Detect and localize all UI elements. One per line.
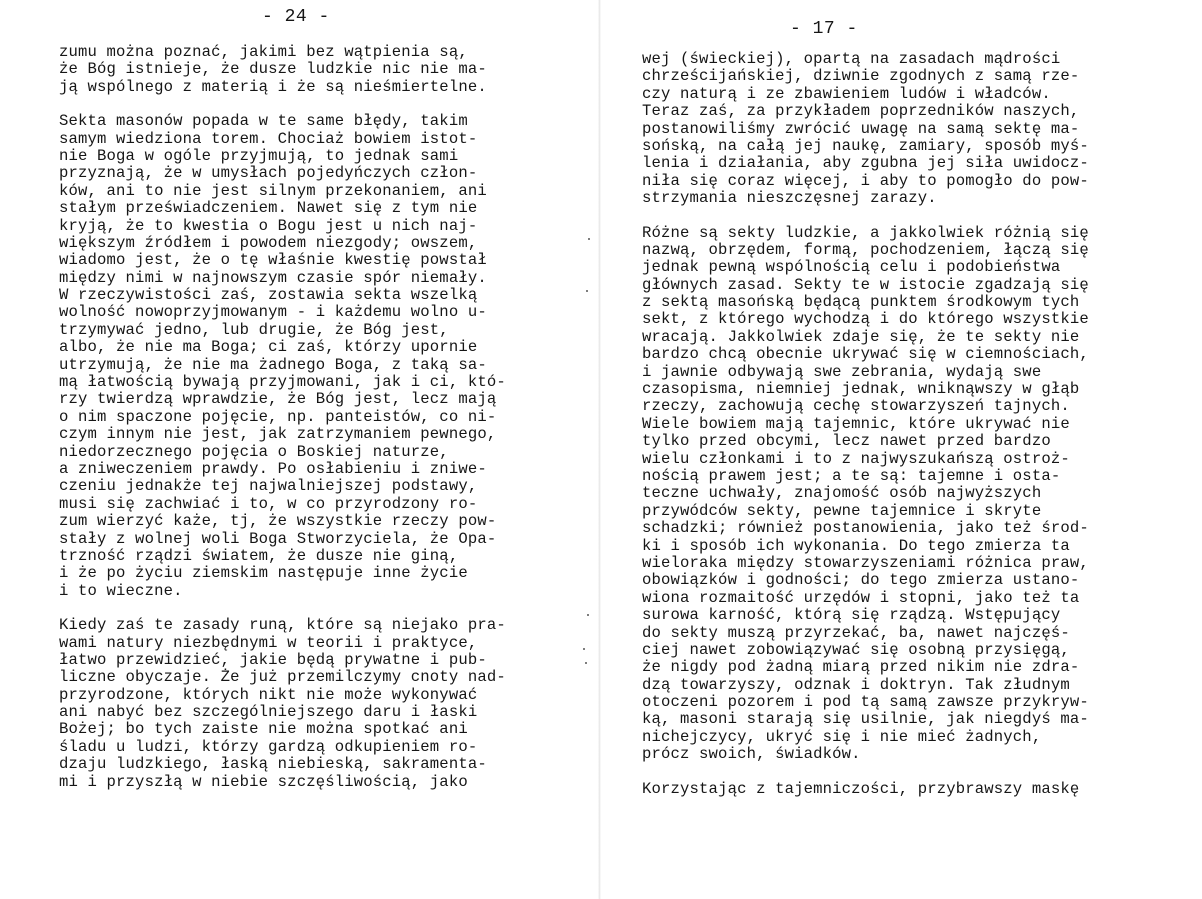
scan-speck xyxy=(587,614,589,616)
text-line: śladu u ludzi, którzy gardzą odkupieniem ro- xyxy=(59,737,478,756)
text-line: zumu można poznać, jakimi bez wątpienia są, xyxy=(59,43,468,61)
text-line: Teraz zaś, za przykładem poprzedników naszych, xyxy=(642,102,1080,121)
text-line: że nigdy pod żadną miarą przed nikim nie zdra- xyxy=(642,658,1080,677)
text-line: wieloraka między stowarzyszeniami różnica praw, xyxy=(642,553,1089,572)
text-line: obowiązków i godności; do tego zmierza ustano- xyxy=(642,571,1080,590)
text-line: i to wieczne. xyxy=(59,581,183,600)
text-line: schadzki; również postanowienia, jako też środ- xyxy=(642,519,1089,538)
text-line: trzność rządzi światem, że dusze nie giną, xyxy=(59,546,459,565)
paragraph xyxy=(642,225,1182,764)
paragraph xyxy=(59,44,579,96)
paragraph xyxy=(642,51,1182,208)
paragraph-gap xyxy=(642,208,1182,225)
text-line: ków, ani to nie jest silnym przekonaniem, ani xyxy=(59,181,487,200)
text-line: i jawnie odbywają swe zebrania, wydają swe xyxy=(642,362,1042,381)
text-line: wiadomo jest, że o tę właśnie kwestię powstał xyxy=(59,251,487,270)
text-line: otoczeni pozorem i pod tą samą zawsze przykryw- xyxy=(642,693,1089,712)
text-line: surowa karność, którą się rządzą. Wstępujący xyxy=(642,606,1061,625)
text-line: sekt, z którego wychodzą i do którego wszystkie xyxy=(642,310,1089,329)
text-line: przyrodzone, których nikt nie może wykonywać xyxy=(59,685,478,704)
paragraph-gap xyxy=(59,600,579,617)
text-line: wracają. Jakkolwiek zdaje się, że te sekty nie xyxy=(642,327,1080,346)
text-line: dzą towarzyszy, odznak i doktryn. Tak złudnym xyxy=(642,675,1070,694)
left-page xyxy=(0,0,600,899)
scan-speck xyxy=(588,238,590,240)
text-line: Bożej; bo tych zaiste nie można spotkać ani xyxy=(59,720,468,739)
paragraph-gap xyxy=(642,764,1182,781)
text-line: przyznają, że w umysłach pojedyńczych człon- xyxy=(59,164,478,183)
text-line: o nim spaczone pojęcie, np. panteistów, co ni- xyxy=(59,407,497,426)
scan-speck xyxy=(585,662,587,664)
text-line: wielu członkami i to z najwyszukańszą ostroż- xyxy=(642,449,1070,468)
page-number-left: - 24 - xyxy=(262,7,330,27)
text-line: ani nabyć bez szczególniejszego daru i łaski xyxy=(59,703,478,722)
text-line: ką, masoni starają się usilnie, jak niegdyś ma- xyxy=(642,710,1089,729)
text-line: nazwą, obrzędem, formą, pochodzeniem, łączą się xyxy=(642,240,1089,259)
text-line: nie Boga w ogóle przyjmują, to jednak sami xyxy=(59,146,459,165)
text-line: z sektą masońską będącą punktem środkowym tych xyxy=(642,293,1080,312)
text-line: Różne są sekty ludzkie, a jakkolwiek różnią się xyxy=(642,223,1089,242)
text-line: bardzo chcą obecnie ukrywać się w ciemnościach, xyxy=(642,345,1089,364)
text-line: do sekty muszą przyrzekać, ba, nawet najczęś- xyxy=(642,623,1070,642)
text-line: lenia i działania, aby zgubna jej siła uwidocz- xyxy=(642,154,1089,173)
text-line: Wiele bowiem mają tajemnic, które ukrywać nie xyxy=(642,414,1070,433)
page-number-right: - 17 - xyxy=(790,19,858,39)
text-line: dzaju ludzkiego, łaską niebieską, sakramenta- xyxy=(59,755,487,774)
text-line: wej (świeckiej), opartą na zasadach mądrości xyxy=(642,50,1061,68)
text-line: liczne obyczaje. Że już przemilczymy cnoty nad- xyxy=(59,668,506,687)
text-line: ją wspólnego z materią i że są nieśmiertelne. xyxy=(59,77,487,96)
left-text-column xyxy=(59,44,579,791)
text-line: jednak pewną wspólnością celu i podobieństwa xyxy=(642,258,1061,277)
text-line: albo, że nie ma Boga; ci zaś, którzy upornie xyxy=(59,338,478,357)
text-line: niedorzecznego pojęcia o Boskiej naturze, xyxy=(59,442,449,461)
text-line: między nimi w najnowszym czasie spór niemały. xyxy=(59,268,487,287)
paragraph xyxy=(642,781,1182,798)
text-line: stałym przeświadczeniem. Nawet się z tym nie xyxy=(59,199,478,218)
text-line: kryją, że to kwestia o Bogu jest u nich naj- xyxy=(59,216,478,235)
right-text-column xyxy=(642,51,1182,798)
text-line: czeniu jednakże tej najwalniejszej podstawy, xyxy=(59,477,478,496)
text-line: ki i sposób ich wykonania. Do tego zmierza ta xyxy=(642,536,1070,555)
text-line: chrześcijańskiej, dziwnie zgodnych z samą rze- xyxy=(642,67,1080,86)
text-line: rzy twierdzą wprawdzie, że Bóg jest, lecz mają xyxy=(59,390,497,409)
scan-speck xyxy=(583,648,585,650)
paragraph xyxy=(59,617,579,791)
text-line: wami natury niezbędnymi w teorii i praktyce, xyxy=(59,633,478,652)
text-line: prócz swoich, świadków. xyxy=(642,745,861,764)
text-line: teczne uchwały, znajomość osób najwyższych xyxy=(642,484,1042,503)
text-line: rzeczy, zachowują cechę stowarzyszeń tajnych. xyxy=(642,397,1070,416)
right-page xyxy=(600,0,1202,899)
text-line: wiona rozmaitość urzędów i stopni, jako też ta xyxy=(642,588,1080,607)
text-line: W rzeczywistości zaś, zostawia sekta wszelką xyxy=(59,286,478,305)
text-line: wolność nowoprzyjmowanym - i każdemu wolno u- xyxy=(59,303,487,322)
text-line: głównych zasad. Sekty te w istocie zgadzają się xyxy=(642,275,1089,294)
paragraph xyxy=(59,113,579,600)
text-line: strzymania nieszczęsnej zarazy. xyxy=(642,189,937,208)
text-line: większym źródłem i powodem niezgody; owszem, xyxy=(59,233,478,252)
text-line: sońską, na całą jej naukę, zamiary, sposób myś- xyxy=(642,136,1089,155)
text-line: i że po życiu ziemskim następuje inne życie xyxy=(59,564,468,583)
text-line: samym wiedziona torem. Chociaż bowiem istot- xyxy=(59,129,478,148)
text-line: postanowiliśmy zwrócić uwagę na samą sektę ma- xyxy=(642,119,1080,138)
scan-speck xyxy=(586,290,588,292)
paragraph-gap xyxy=(59,96,579,113)
text-line: ciej nawet zobowiązywać się osobną przysięgą, xyxy=(642,640,1070,659)
text-line: Korzystając z tajemniczości, przybrawszy maskę xyxy=(642,779,1080,798)
text-line: czy naturą i ze zbawieniem ludów i władców. xyxy=(642,84,1051,103)
text-line: nością prawem jest; a te są: tajemne i osta- xyxy=(642,466,1061,485)
text-line: czasopisma, niemniej jednak, wniknąwszy w głąb xyxy=(642,380,1080,399)
text-line: tylko przed obcymi, lecz nawet przed bardzo xyxy=(642,432,1051,451)
text-line: musi się zachwiać i to, w co przyrodzony ro- xyxy=(59,494,478,513)
text-line: czym innym nie jest, jak zatrzymaniem pewnego, xyxy=(59,425,497,444)
text-line: mi i przyszłą w niebie szczęśliwością, jako xyxy=(59,772,468,791)
text-line: a zniweczeniem prawdy. Po osłabieniu i zniwe- xyxy=(59,459,487,478)
text-line: łatwo przewidzieć, jakie będą prywatne i pub- xyxy=(59,650,487,669)
text-line: przywódców sekty, pewne tajemnice i skryte xyxy=(642,501,1042,520)
text-line: mą łatwością bywają przyjmowani, jak i ci, któ- xyxy=(59,373,506,392)
text-line: niła się coraz więcej, i aby to pomogło do pow- xyxy=(642,171,1089,190)
text-line: nichejczycy, ukryć się i nie mieć żadnych, xyxy=(642,727,1042,746)
text-line: utrzymują, że nie ma żadnego Boga, z taką sa- xyxy=(59,355,487,374)
text-line: Kiedy zaś te zasady runą, które są niejako pra- xyxy=(59,616,506,635)
text-line: zum wierzyć każe, tj, że wszystkie rzeczy pow- xyxy=(59,512,497,531)
text-line: Sekta masonów popada w te same błędy, takim xyxy=(59,112,468,131)
text-line: trzymywać jedno, lub drugie, że Bóg jest, xyxy=(59,320,449,339)
text-line: stały z wolnej woli Boga Stworzyciela, że Opa- xyxy=(59,529,497,548)
text-line: że Bóg istnieje, że dusze ludzkie nic nie ma- xyxy=(59,60,487,79)
